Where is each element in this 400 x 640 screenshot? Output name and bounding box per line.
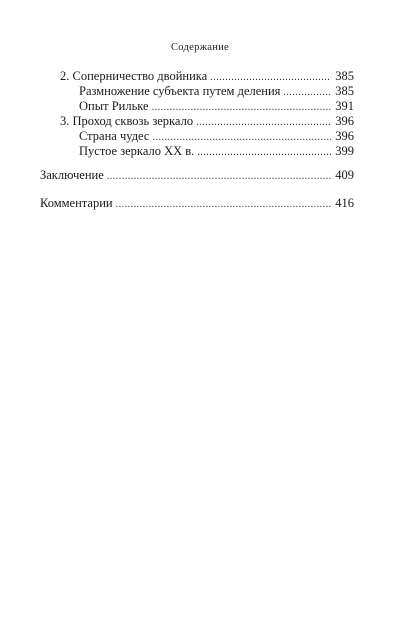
toc-entry xyxy=(79,128,354,144)
toc-entry-title: Пустое зеркало XX в. xyxy=(79,144,195,158)
dot-leader xyxy=(197,145,331,161)
toc-entry xyxy=(40,167,354,183)
toc-entry xyxy=(79,98,354,114)
dot-leader xyxy=(116,197,331,213)
toc-entry-page: 396 xyxy=(335,129,354,143)
toc-entry-page: 385 xyxy=(335,84,354,98)
toc-entry-page: 416 xyxy=(335,196,354,210)
toc-entry-page: 391 xyxy=(335,99,354,113)
toc-entry-title: Опыт Рильке xyxy=(79,99,149,113)
toc-entry-page: 409 xyxy=(335,168,354,182)
toc-entry-title: 3. Проход сквозь зеркало xyxy=(60,114,194,128)
toc-entry-page: 396 xyxy=(335,114,354,128)
toc-entry-title: 2. Соперничество двойника xyxy=(60,69,208,83)
toc-entry xyxy=(60,68,354,84)
toc-entry-title: Размножение субъекта путем деления xyxy=(79,84,281,98)
toc-entry-title: Страна чудес xyxy=(79,129,150,143)
toc-entry xyxy=(40,195,354,211)
toc-entry xyxy=(79,143,354,159)
toc-entry-page: 385 xyxy=(335,69,354,83)
toc-entry xyxy=(60,113,354,129)
toc-entry-title: Заключение xyxy=(40,168,104,182)
toc-entry-page: 399 xyxy=(335,144,354,158)
dot-leader xyxy=(107,169,331,185)
toc-entry xyxy=(79,83,354,99)
running-head: Содержание xyxy=(170,42,230,53)
toc-entry-title: Комментарии xyxy=(40,196,113,210)
